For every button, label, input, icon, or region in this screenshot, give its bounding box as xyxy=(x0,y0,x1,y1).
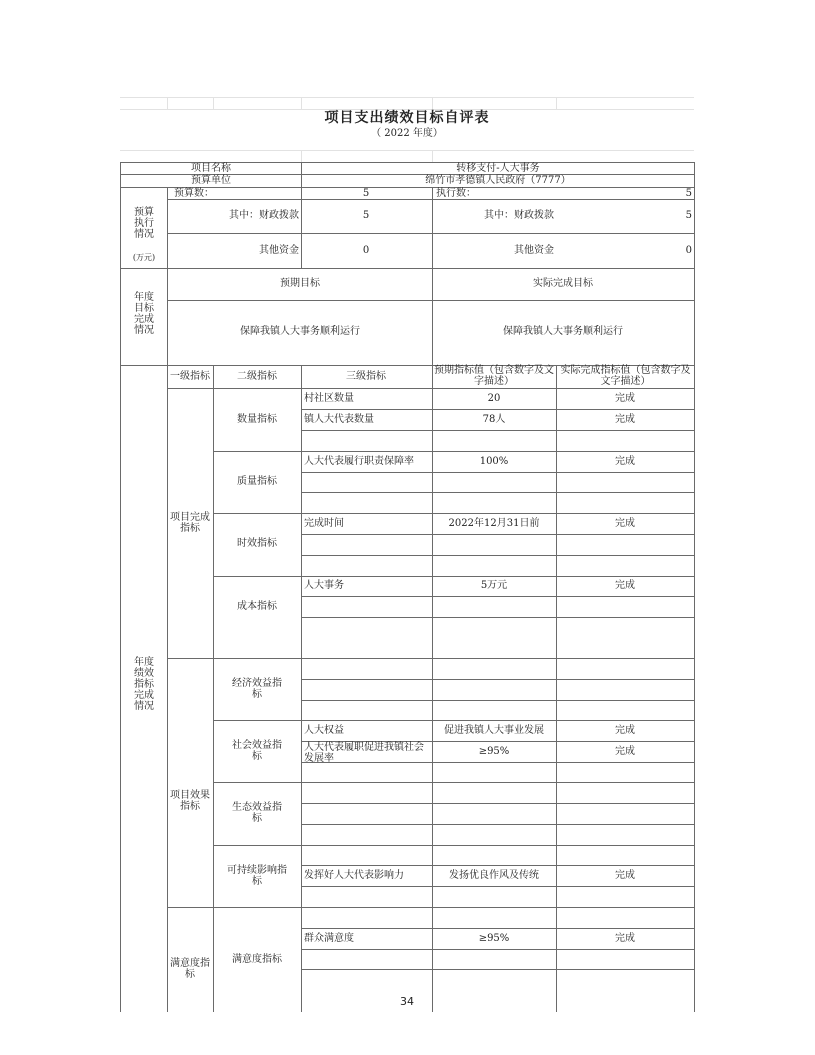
project-name-label: 项目名称 xyxy=(191,163,231,174)
row-deputy-count-name: 镇人大代表数量 xyxy=(304,414,374,425)
group-satisfaction: 满意度指标 xyxy=(170,958,210,980)
row-public-satisfaction-expected: ≥95% xyxy=(478,933,510,944)
column-level2: 二级指标 xyxy=(237,371,277,382)
indicator-quality: 质量指标 xyxy=(237,476,277,487)
column-actual-value: 实际完成指标值（包含数字及文字描述） xyxy=(560,365,691,387)
column-level3: 三级指标 xyxy=(346,371,386,382)
indicator-timeliness: 时效指标 xyxy=(237,538,277,549)
row-deputy-count-actual: 完成 xyxy=(615,414,635,425)
indicator-ecological: 生态效益指标 xyxy=(232,802,282,824)
indicator-cost: 成本指标 xyxy=(237,601,277,612)
indicators-section-label: 年度绩效指标完成情况 xyxy=(134,657,154,712)
row-village-count-expected: 20 xyxy=(487,393,501,404)
row-rights-actual: 完成 xyxy=(615,725,635,736)
fiscal-allocation-label: 其中：财政拨款 xyxy=(229,210,299,221)
column-expected-value: 预期指标值（包含数字及文字描述） xyxy=(434,365,554,387)
other-funds-label: 其他资金 xyxy=(259,245,299,256)
actual-goal-header: 实际完成目标 xyxy=(533,278,593,289)
executed-fiscal-allocation-value: 5 xyxy=(685,210,692,221)
form-title: 项目支出绩效目标自评表 xyxy=(324,110,490,126)
project-name-value: 转移支付-人大事务 xyxy=(456,163,540,174)
indicator-quantity: 数量指标 xyxy=(237,414,277,425)
fiscal-allocation-value: 5 xyxy=(362,210,370,221)
row-cost-actual: 完成 xyxy=(615,580,635,591)
executed-other-funds-value: 0 xyxy=(685,245,692,256)
group-project-effect: 项目效果指标 xyxy=(170,790,210,812)
indicator-social: 社会效益指标 xyxy=(232,740,282,762)
row-public-satisfaction-actual: 完成 xyxy=(615,933,635,944)
row-development-rate-expected: ≥95% xyxy=(478,746,510,757)
row-cost-name: 人大事务 xyxy=(304,580,344,591)
page-number: 34 xyxy=(400,995,414,1008)
row-duty-guarantee-actual: 完成 xyxy=(615,456,635,467)
indicator-economic: 经济效益指标 xyxy=(232,678,282,700)
row-cost-expected: 5万元 xyxy=(480,580,508,591)
row-duty-guarantee-expected: 100% xyxy=(479,456,509,467)
expected-goal-text: 保障我镇人大事务顺利运行 xyxy=(240,326,360,337)
row-influence-name: 发挥好人大代表影响力 xyxy=(304,870,404,881)
budget-amount-value: 5 xyxy=(362,188,370,199)
budget-unit-value: 绵竹市孝德镇人民政府（7777） xyxy=(425,175,571,186)
row-village-count-name: 村社区数量 xyxy=(304,393,354,404)
indicator-satisfaction: 满意度指标 xyxy=(232,954,282,965)
row-rights-name: 人大权益 xyxy=(304,725,344,736)
executed-other-funds-label: 其他资金 xyxy=(514,245,554,256)
row-duty-guarantee-name: 人大代表履行职责保障率 xyxy=(304,456,414,467)
indicator-sustainable: 可持续影响指标 xyxy=(227,865,287,887)
row-influence-actual: 完成 xyxy=(615,870,635,881)
actual-goal-text: 保障我镇人大事务顺利运行 xyxy=(503,326,623,337)
row-development-rate-actual: 完成 xyxy=(615,746,635,757)
row-completion-time-name: 完成时间 xyxy=(304,518,344,529)
column-level1: 一级指标 xyxy=(170,371,210,382)
executed-amount-value: 5 xyxy=(685,188,692,199)
other-funds-value: 0 xyxy=(362,245,370,256)
row-completion-time-actual: 完成 xyxy=(615,518,635,529)
row-development-rate-name: 人大代表履职促进我镇社会发展率 xyxy=(304,742,424,764)
row-deputy-count-expected: 78人 xyxy=(482,414,506,425)
group-project-completion: 项目完成指标 xyxy=(170,512,210,534)
budget-unit-label: 预算单位 xyxy=(191,175,231,186)
row-rights-expected: 促进我镇人大事业发展 xyxy=(444,725,544,736)
budget-section-label: 预算执行情况 xyxy=(134,207,154,240)
goals-section-label: 年度目标完成情况 xyxy=(134,292,154,336)
row-public-satisfaction-name: 群众满意度 xyxy=(304,933,354,944)
executed-fiscal-allocation-label: 其中：财政拨款 xyxy=(484,210,554,221)
budget-amount-label: 预算数： xyxy=(174,188,214,199)
row-village-count-actual: 完成 xyxy=(615,393,635,404)
row-influence-expected: 发扬优良作风及传统 xyxy=(449,870,539,881)
budget-section-unit: (万元) xyxy=(132,253,156,262)
executed-amount-label: 执行数： xyxy=(436,188,476,199)
row-completion-time-expected: 2022年12月31日前 xyxy=(448,518,540,529)
expected-goal-header: 预期目标 xyxy=(280,278,320,289)
form-year: （ 2022 年度） xyxy=(371,128,443,139)
